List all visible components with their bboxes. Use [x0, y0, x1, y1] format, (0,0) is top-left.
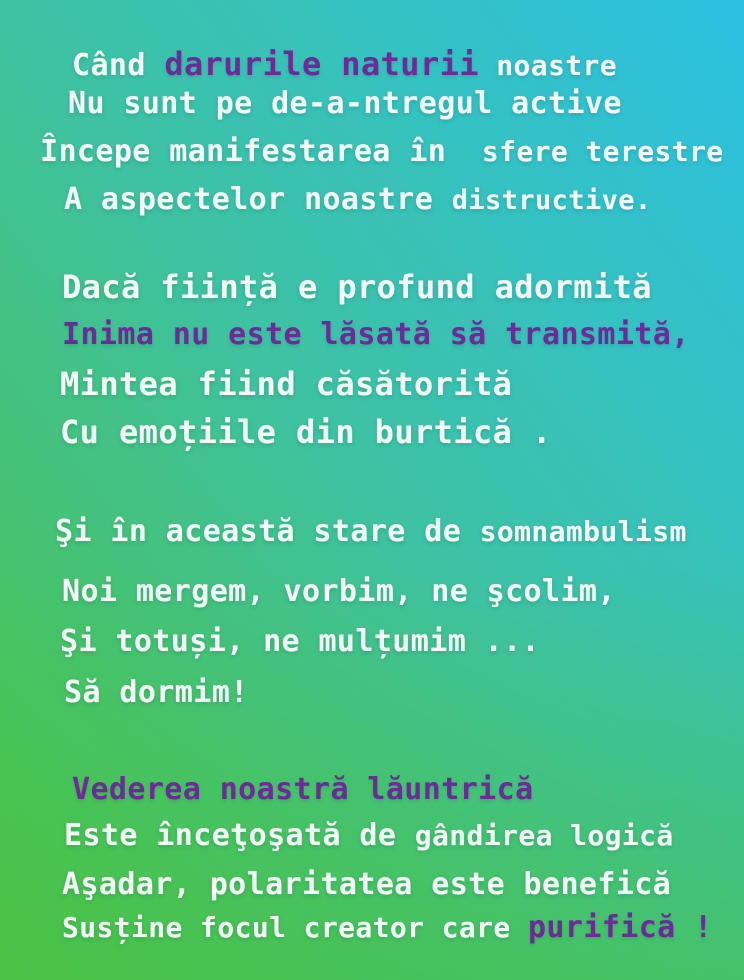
- poem-line: [62, 912, 713, 944]
- poem-line: [60, 626, 540, 658]
- poem-line: [40, 136, 724, 168]
- poem-segment: Este înceţoşată de: [64, 818, 415, 853]
- poem-segment: Nu sunt pe de-a-ntregul active: [68, 86, 622, 121]
- poem-line: [64, 184, 652, 216]
- poem-segment: Şi în această stare de: [55, 514, 480, 549]
- poem-line: [72, 45, 618, 83]
- poem-line: [62, 268, 652, 306]
- poem-line: [55, 516, 687, 548]
- poem-segment: Aşadar, polaritatea este benefică: [62, 867, 672, 902]
- poem-line: [68, 88, 622, 120]
- poem-segment: sfere terestre: [464, 135, 724, 168]
- poem-line: [62, 576, 616, 608]
- poem-segment: Noi mergem, vorbim, ne şcolim,: [62, 574, 616, 609]
- poem-line: [62, 319, 690, 351]
- poem-segment: Inima nu este lăsată să transmită,: [62, 317, 690, 352]
- poem-segment: A aspectelor noastre: [64, 182, 452, 217]
- poem-segment: gândirea logică: [414, 819, 674, 852]
- poem-segment: Cu emoțiile din burtică .: [60, 413, 552, 451]
- poem-segment: Începe manifestarea în: [40, 134, 465, 169]
- poem-segment: distructive.: [451, 185, 652, 216]
- poem-segment: Să dormim!: [64, 675, 249, 710]
- poem-segment: Dacă ființă e profund adormită: [62, 268, 652, 306]
- poem-line: [64, 820, 674, 852]
- poem-line: [72, 774, 534, 806]
- poem-segment: Şi totuși, ne mulțumim ...: [60, 624, 540, 659]
- poem-segment: Mintea fiind căsătorită: [60, 365, 513, 403]
- poem-segment: noastre: [478, 49, 618, 82]
- poem-line: [60, 365, 513, 403]
- poem-segment: Susține focul creator care: [62, 911, 528, 944]
- poem-segment: Când: [72, 48, 165, 83]
- poem-line: [60, 413, 552, 451]
- poem-segment: Vederea noastră lăuntrică: [72, 772, 534, 807]
- poem-segment: darurile naturii: [164, 45, 479, 83]
- poem-segment: purifică !: [527, 910, 713, 945]
- poem-line: [62, 869, 671, 901]
- poem-line: [64, 677, 249, 709]
- poem-segment: somnambulism: [479, 515, 687, 548]
